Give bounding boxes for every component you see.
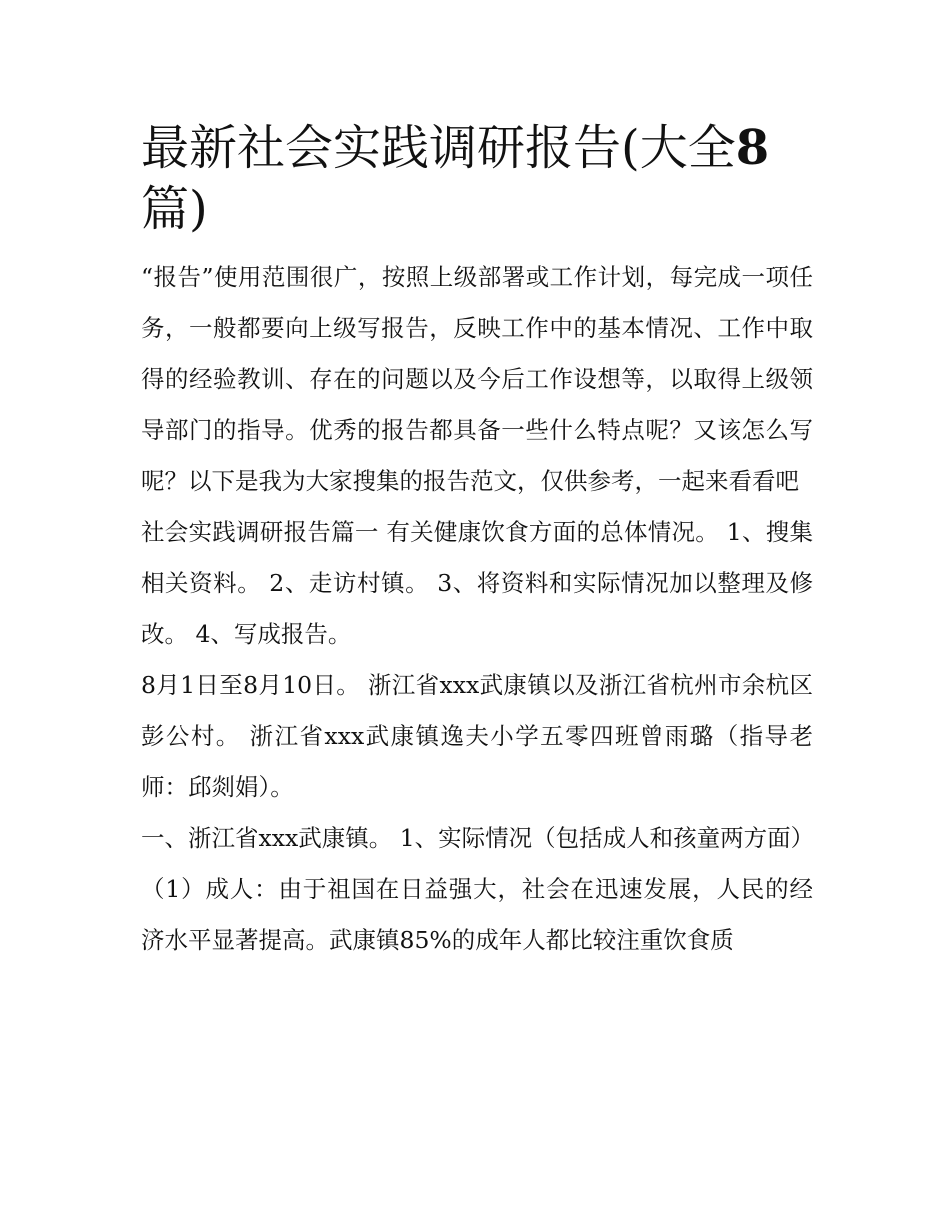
title-text-continued: 篇) xyxy=(141,181,208,237)
document-title xyxy=(141,118,813,240)
document-body xyxy=(141,118,813,966)
title-number: 8 xyxy=(735,120,770,176)
part-one-heading-paragraph: 一、浙江省xxx武康镇。 1、实际情况（包括成人和孩童两方面） xyxy=(141,824,815,852)
section-one-paragraph: 社会实践调研报告篇一 有关健康饮食方面的总体情况。 1、搜集相关资料。 2、走访村镇。 3、将资料和实际情况加以整理及修改。 4、写成报告。 xyxy=(141,518,813,648)
adults-paragraph: （1）成人：由于祖国在日益强大，社会在迅速发展，人民的经济水平显著提高。武康镇85%的成年人都比较注重饮食质 xyxy=(141,875,813,954)
time-location-paragraph: 8月1日至8月10日。 浙江省xxx武康镇以及浙江省杭州市余杭区彭公村。 浙江省xxx武康镇逸夫小学五零四班曾雨璐（指导老师：邱剡娟）。 xyxy=(141,671,813,801)
intro-paragraph: “报告”使用范围很广，按照上级部署或工作计划，每完成一项任务，一般都要向上级写报告，反映工作中的基本情况、工作中取得的经验教训、存在的问题以及今后工作设想等，以取得上级领导部门的指导。优秀的报告都具备一些什么特点呢？又该怎么写呢？以下是我为大家搜集的报告范文，仅供参考，一起来看看吧 xyxy=(141,263,813,495)
title-text: 最新社会实践调研报告(大全 xyxy=(141,120,736,176)
